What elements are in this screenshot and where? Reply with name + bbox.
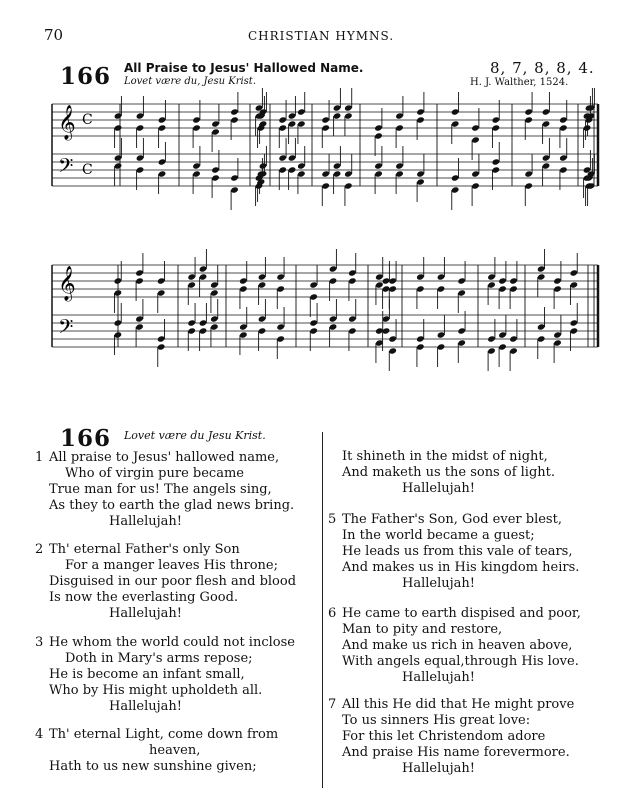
treble-clef: 𝄞 [58, 266, 76, 301]
hymn-original-title: Lovet være du, Jesu Krist. [124, 76, 257, 87]
time-signature: C [82, 112, 93, 128]
hymn-meter: 8, 7, 8, 8, 4. [490, 59, 595, 77]
treble-clef: 𝄞 [58, 105, 76, 140]
page-number: 70 [44, 26, 64, 44]
verse-1: 1 All praise to Jesus' hallowed name, Who of virgin pure became True man for us! The angels sing, As they to earth the glad news bring. Hallelujah! [35, 450, 295, 529]
running-head: CHRISTIAN HYMNS. [248, 29, 395, 43]
bass-clef: 𝄢 [58, 315, 74, 343]
column-divider [322, 432, 323, 788]
hymn-title: All Praise to Jesus' Hallowed Name. [124, 61, 364, 75]
verse-4-continued: It shineth in the midst of night, And maketh us the sons of light. Hallelujah! [342, 449, 556, 496]
text-hymn-number: 166 [60, 425, 112, 452]
verse-4: 4 Th' eternal Light, come down from heaven, Hath to us new sunshine given; [35, 727, 279, 774]
verse-2: 2 Th' eternal Father's only Son For a manger leaves His throne; Disguised in our poor flesh and blood Is now the everlasting Good. Hallelujah! [35, 542, 297, 621]
hymn-number: 166 [60, 63, 112, 90]
hymn-composer: H. J. Walther, 1524. [470, 77, 569, 88]
verse-3: 3 He whom the world could not inclose Doth in Mary's arms repose; He is become an infant small, Who by His might upholdeth all. Hallelujah! [35, 635, 295, 714]
verse-6: 6 He came to earth dispised and poor, Man to pity and restore, And make us rich in heaven above, With angels equal,through His love. Hallelujah! [328, 606, 581, 685]
music-score [0, 0, 640, 400]
bass-clef: 𝄢 [58, 154, 74, 182]
time-signature: C [82, 162, 93, 178]
verse-7: 7 All this He did that He might prove To us sinners His great love: For this let Christendom adore And praise His name forevermore. Hallelujah! [328, 697, 575, 776]
text-original-title: Lovet være du Jesu Krist. [124, 429, 266, 442]
verse-5: 5 The Father's Son, God ever blest, In the world became a guest; He leads us from this vale of tears, And makes us in His kingdom heirs. Hallelujah! [328, 512, 580, 591]
